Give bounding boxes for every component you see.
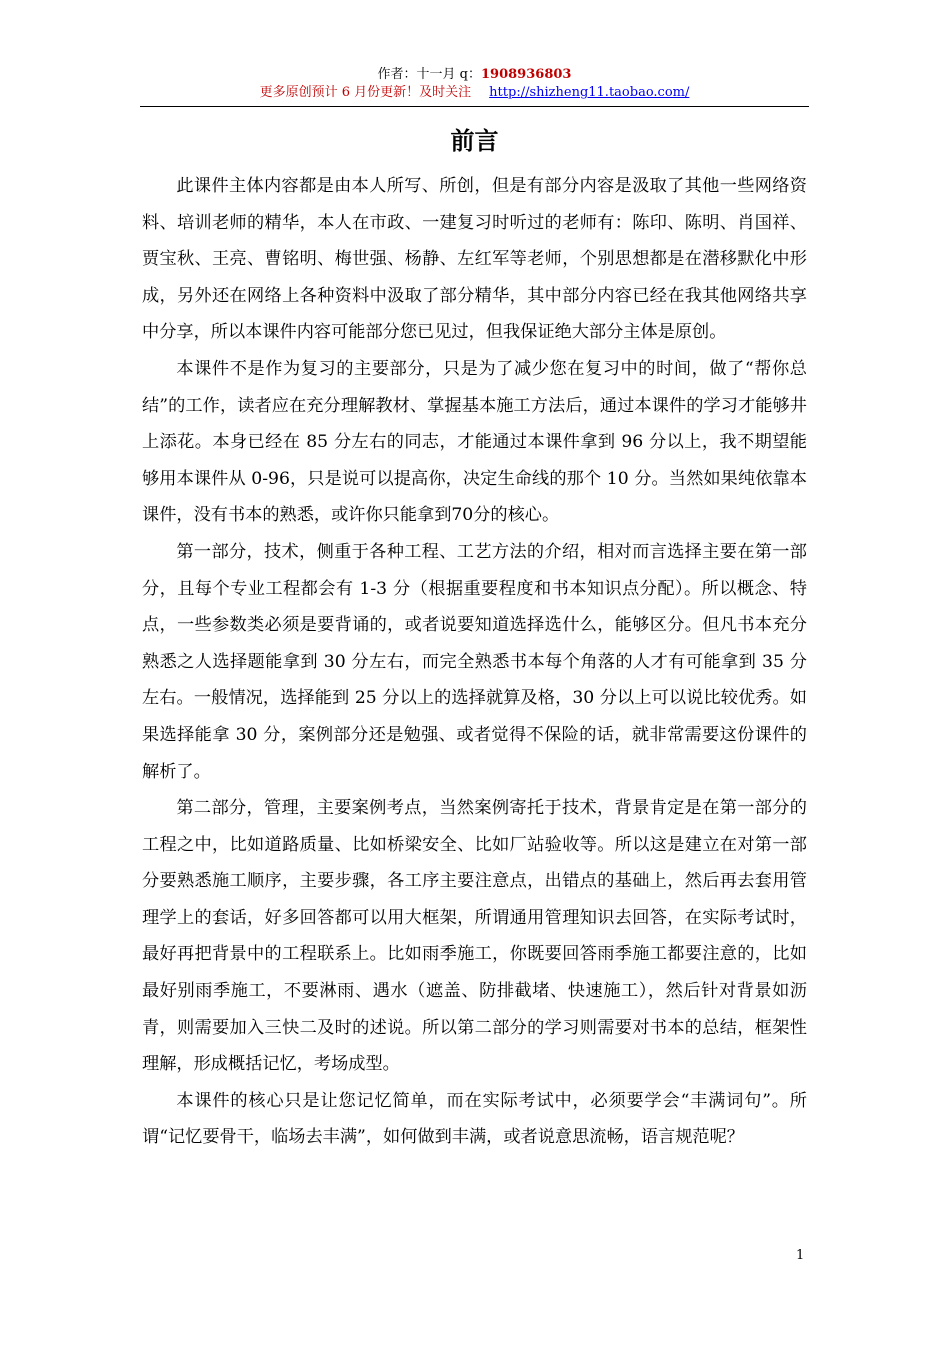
paragraph: 第二部分，管理，主要案例考点，当然案例寄托于技术，背景肯定是在第一部分的工程之中，比如道路质量、比如桥梁安全、比如厂站验收等。所以这是建立在对第一部分要熟悉施工顺序，主要步骤，各工序主要注意点，出错点的基础上，然后再去套用管理学上的套话，好多回答都可以用大框架，所谓通用管理知识去回答，在实际考试时，最好再把背景中的工程联系上。比如雨季施工，你既要回答雨季施工都要注意的，比如最好别雨季施工，不要淋雨、遇水（遮盖、防排截堵、快速施工），然后针对背景如沥青，则需要加入三快二及时的述说。所以第二部分的学习则需要对书本的总结，框架性理解，形成概括记忆，考场成型。 bbox=[142, 798, 807, 1075]
paragraph: 第一部分，技术，侧重于各种工程、工艺方法的介绍，相对而言选择主要在第一部分，且每个专业工程都会有 1-3 分（根据重要程度和书本知识点分配）。所以概念、特点，一些参数类必须是要背诵的，或者说要知道选择选什么，能够区分。但凡书本充分熟悉之人选择题能拿到 30 分左右，而完全熟悉书本每个角落的人才有可能拿到 35 分左右。一般情况，选择能到 25 分以上的选择就算及格，30 分以上可以说比较优秀。如果选择能拿 30 分，案例部分还是勉强、或者觉得不保险的话，就非常需要这份课件的解析了。 bbox=[142, 541, 807, 782]
qq-number: 1908936803 bbox=[481, 67, 572, 82]
page-number: 1 bbox=[796, 1248, 805, 1263]
header-rule bbox=[140, 106, 809, 107]
notice-line bbox=[140, 84, 809, 102]
paragraph: 本课件的核心只是让您记忆简单，而在实际考试中，必须要学会“丰满词句”。所谓“记忆要骨干，临场去丰满”，如何做到丰满，或者说意思流畅，语言规范呢？ bbox=[142, 1090, 807, 1148]
body-text bbox=[142, 168, 807, 1156]
paragraph: 本课件不是作为复习的主要部分，只是为了减少您在复习中的时间，做了“帮你总结”的工作，读者应在充分理解教材、掌握基本施工方法后，通过本课件的学习才能够井上添花。本身已经在 85 分左右的同志，才能通过本课件拿到 96 分以上，我不期望能够用本课件从 0-96，只是说可以提高你，决定生命线的那个 10 分。当然如果纯依靠本课件，没有书本的熟悉，或许你只能拿到70分的核心。 bbox=[142, 358, 807, 526]
paragraph: 此课件主体内容都是由本人所写、所创，但是有部分内容是汲取了其他一些网络资料、培训老师的精华，本人在市政、一建复习时听过的老师有：陈印、陈明、肖国祥、贾宝秋、王亮、曹铭明、梅世强、杨静、左红军等老师，个别思想都是在潜移默化中形成，另外还在网络上各种资料中汲取了部分精华，其中部分内容已经在我其他网络共享中分享，所以本课件内容可能部分您已见过，但我保证绝大部分主体是原创。 bbox=[142, 176, 807, 343]
page-header bbox=[140, 66, 809, 102]
update-notice: 更多原创预计 6 月份更新！及时关注 bbox=[259, 85, 472, 100]
author-text: 作者：十一月 q： bbox=[377, 67, 481, 82]
page-title: 前言 bbox=[450, 126, 499, 155]
shop-link[interactable]: http://shizheng11.taobao.com/ bbox=[489, 85, 690, 100]
author-line bbox=[140, 66, 809, 84]
